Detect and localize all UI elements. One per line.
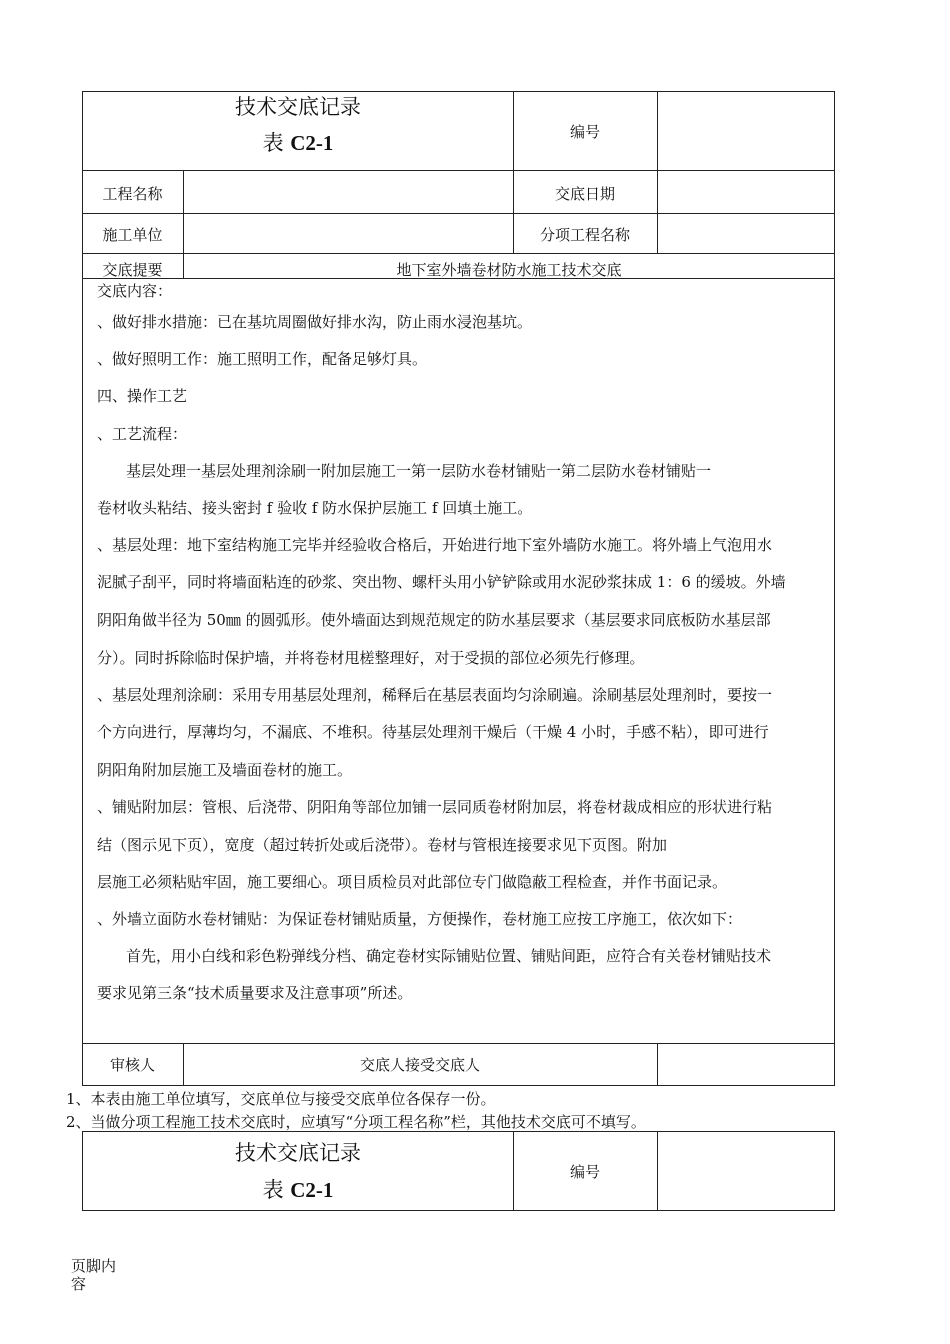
rule [82, 213, 835, 214]
content-line: 、基层处理：地下室结构施工完毕并经验收合格后，开始进行地下室外墙防水施工。将外墙上气泡用水 [97, 536, 773, 554]
form-title-2: 技术交底记录 [235, 1141, 361, 1165]
content-line: 分）。同时拆除临时保护墙，并将卷材甩槎整理好，对于受损的部位必须先行修理。 [97, 649, 645, 667]
rule [82, 253, 835, 254]
rule [82, 1043, 835, 1044]
note-1: 1、本表由施工单位填写，交底单位与接受交底单位各保存一份。 [66, 1090, 496, 1108]
content-line: 基层处理一基层处理剂涂刷一附加层施工一第一层防水卷材铺贴一第二层防水卷材铺贴一 [126, 462, 712, 480]
number-label: 编号 [569, 123, 600, 141]
summary-value: 地下室外墙卷材防水施工技术交底 [396, 261, 622, 279]
form-code-prefix: 表 [262, 131, 284, 155]
handover-label: 交底人接受交底人 [359, 1056, 480, 1074]
content-line: 、基层处理剂涂刷：采用专用基层处理剂，稀释后在基层表面均匀涂刷遍。涂刷基层处理剂时，要按一 [97, 686, 773, 704]
content-line: 层施工必须粘贴牢固，施工要细心。项目质检员对此部位专门做隐蔽工程检查，并作书面记录。 [97, 873, 728, 891]
note-2: 2、当做分项工程施工技术交底时，应填写“分项工程名称”栏，其他技术交底可不填写。 [66, 1113, 646, 1131]
form-code-value-2: C2-1 [290, 1178, 334, 1202]
content-line: 结（图示见下页），宽度（超过转折处或后浇带）。卷材与管根连接要求见下页图。附加 [97, 836, 668, 854]
subitem-label: 分项工程名称 [539, 226, 630, 244]
summary-label: 交底提要 [102, 261, 163, 279]
content-line: 要求见第三条“技术质量要求及注意事项”所述。 [97, 984, 413, 1002]
content-line: 、外墙立面防水卷材铺贴：为保证卷材铺贴质量，方便操作，卷材施工应按工序施工，依次如下： [97, 910, 743, 928]
content-line: 阴阳角附加层施工及墙面卷材的施工。 [97, 761, 353, 779]
date-label: 交底日期 [554, 185, 615, 203]
content-line: 、铺贴附加层：管根、后浇带、阴阳角等部位加铺一层同质卷材附加层，将卷材裁成相应的形状进行粘 [97, 798, 773, 816]
project-name-label: 工程名称 [102, 185, 163, 203]
content-line: 阴阳角做半径为 50㎜ 的圆弧形。使外墙面达到规范规定的防水基层要求（基层要求同底板防水基层部 [97, 611, 771, 629]
content-line: 、工艺流程： [97, 425, 188, 443]
content-line: 首先，用小白线和彩色粉弹线分档、确定卷材实际铺贴位置、铺贴间距，应符合有关卷材铺贴技术 [126, 947, 772, 965]
footer-text-line1: 页脚内 [71, 1257, 117, 1275]
content-line: 、做好排水措施：已在基坑周圈做好排水沟，防止雨水浸泡基坑。 [97, 313, 533, 331]
form-code-prefix-2: 表 [262, 1178, 284, 1202]
content-line: 、做好照明工作：施工照明工作，配备足够灯具。 [97, 350, 428, 368]
form-title: 技术交底记录 [235, 95, 361, 119]
content-label: 交底内容： [97, 282, 173, 300]
construction-unit-label: 施工单位 [102, 226, 163, 244]
form-code-2 [183, 1176, 413, 1204]
content-line: 卷材收头粘结、接头密封 f 验收 f 防水保护层施工 f 回填土施工。 [97, 499, 533, 517]
form-code [183, 129, 413, 157]
form-code-value: C2-1 [290, 131, 334, 155]
reviewer-label: 审核人 [109, 1056, 155, 1074]
rule [82, 170, 835, 171]
rule [657, 91, 658, 253]
footer-text-line2: 容 [71, 1275, 87, 1293]
content-line: 泥腻子刮平，同时将墙面粘连的砂浆、突出物、螺杆头用小铲铲除或用水泥砂浆抹成 1：6 的缓坡。外墙 [97, 573, 786, 591]
content-line: 四、操作工艺 [97, 387, 188, 405]
rule [657, 1043, 658, 1086]
number-label-2: 编号 [569, 1163, 600, 1181]
content-line: 个方向进行，厚薄均匀，不漏底、不堆积。待基层处理剂干燥后（干燥 4 小时，手感不粘），即可进行 [97, 723, 769, 741]
rule [657, 1131, 658, 1211]
